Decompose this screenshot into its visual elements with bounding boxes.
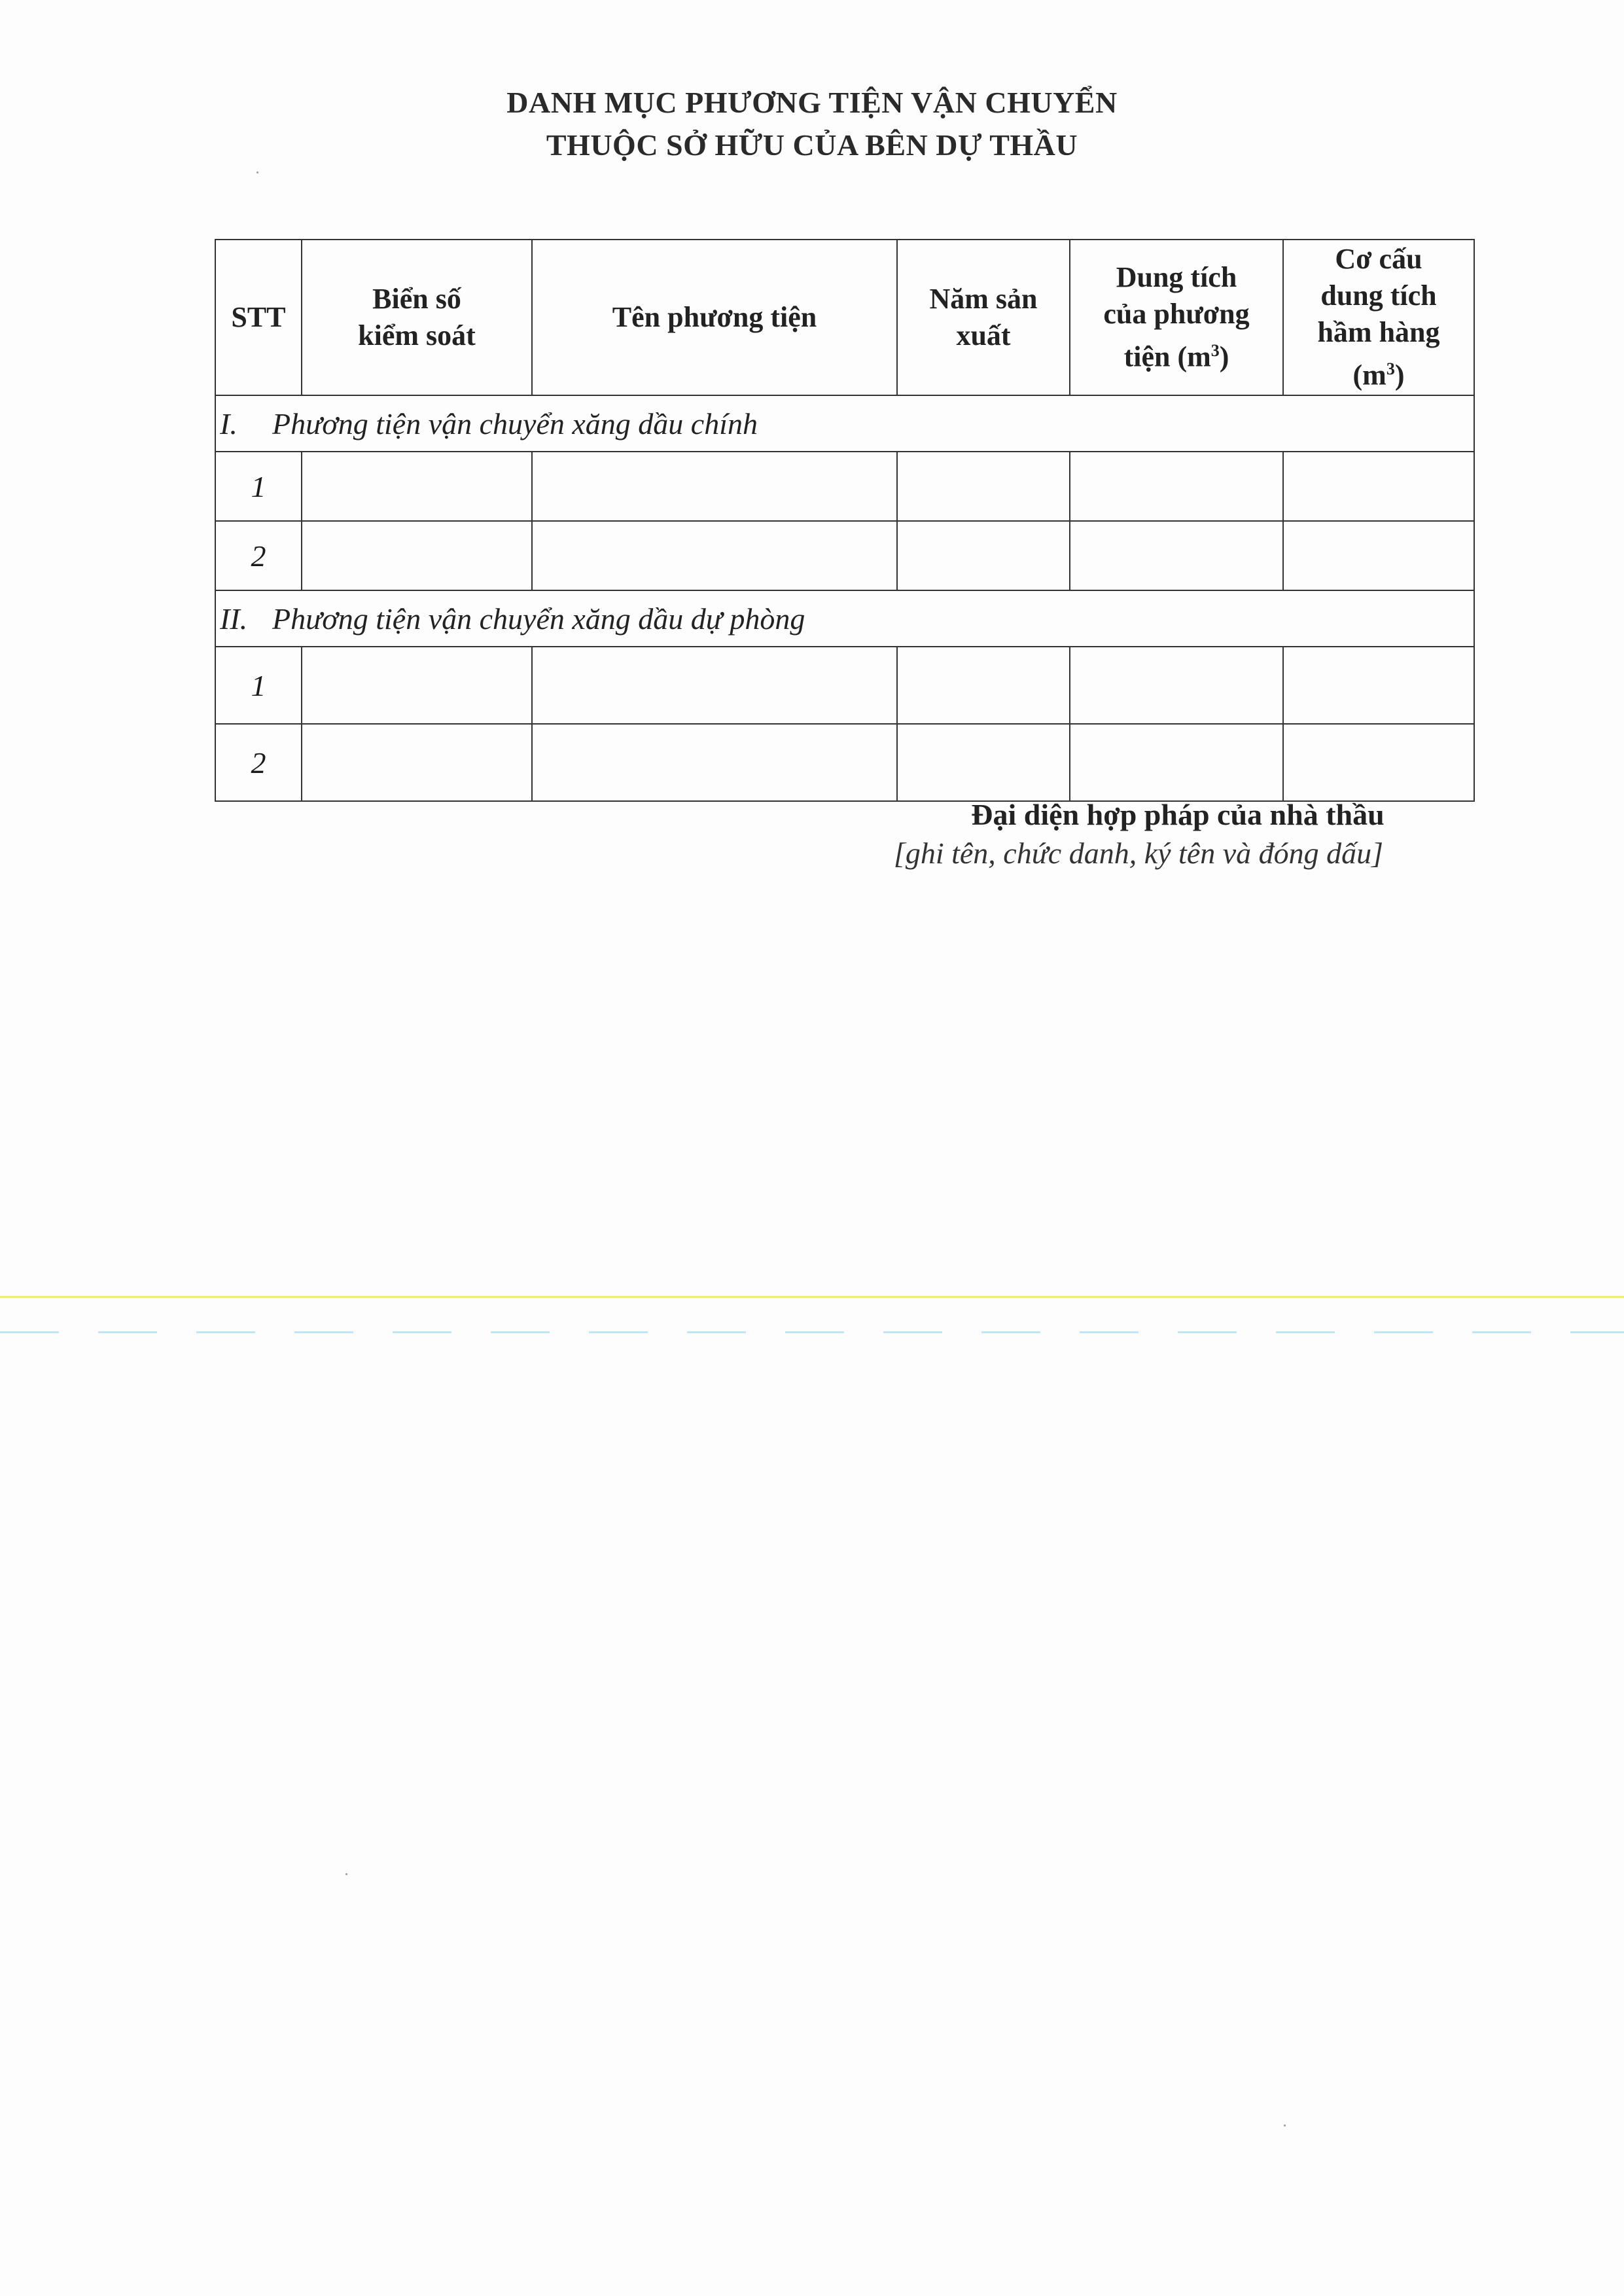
table-row (215, 724, 1474, 801)
scan-speck (256, 171, 258, 173)
cell-plate-number[interactable] (302, 647, 532, 724)
scan-artifact-line (0, 1296, 1624, 1298)
cell-vehicle-capacity[interactable] (1070, 647, 1283, 724)
cell-vehicle-name[interactable] (532, 452, 897, 521)
cell-vehicle-name[interactable] (532, 521, 897, 590)
header-stt: STT (215, 240, 302, 395)
signature-block (824, 797, 1453, 870)
document-title-line2: THUỘC SỞ HỮU CỦA BÊN DỰ THẦU (546, 128, 1078, 162)
cell-manufacture-year[interactable] (897, 647, 1070, 724)
scan-speck (345, 1873, 347, 1875)
signature-title: Đại diện hợp pháp của nhà thầu (971, 798, 1385, 831)
row-stt: 1 (215, 452, 302, 521)
row-stt: 1 (215, 647, 302, 724)
header-vehicle-capacity: Dung tích của phương tiện $(m^3)$ (1070, 240, 1283, 395)
cell-manufacture-year[interactable] (897, 452, 1070, 521)
row-stt: 2 (215, 724, 302, 801)
row-stt: 2 (215, 521, 302, 590)
header-plate-number: Biển số kiểm soát (302, 240, 532, 395)
cell-vehicle-name[interactable] (532, 724, 897, 801)
header-cargo-structure: Cơ cấu dung tích hầm hàng $(m^3)$ (1283, 240, 1474, 395)
cell-plate-number[interactable] (302, 724, 532, 801)
table-row (215, 521, 1474, 590)
cell-cargo-structure[interactable] (1283, 724, 1474, 801)
cell-cargo-structure[interactable] (1283, 521, 1474, 590)
table-row (215, 452, 1474, 521)
cell-manufacture-year[interactable] (897, 724, 1070, 801)
table-header-row (215, 240, 1474, 395)
table-row (215, 647, 1474, 724)
cell-manufacture-year[interactable] (897, 521, 1070, 590)
cell-vehicle-capacity[interactable] (1070, 452, 1283, 521)
section-label: I. Phương tiện vận chuyển xăng dầu chính (215, 395, 1474, 452)
section-label: II. Phương tiện vận chuyển xăng dầu dự phòng (215, 590, 1474, 647)
cell-cargo-structure[interactable] (1283, 647, 1474, 724)
section-row-main (215, 395, 1474, 452)
cell-vehicle-capacity[interactable] (1070, 724, 1283, 801)
cell-plate-number[interactable] (302, 452, 532, 521)
signature-note: [ghi tên, chức danh, ký tên và đóng dấu] (893, 836, 1384, 870)
cell-vehicle-name[interactable] (532, 647, 897, 724)
section-number: II. (220, 601, 248, 636)
document-title-line1: DANH MỤC PHƯƠNG TIỆN VẬN CHUYỂN (506, 86, 1118, 119)
section-row-backup (215, 590, 1474, 647)
cell-plate-number[interactable] (302, 521, 532, 590)
header-vehicle-name: Tên phương tiện (532, 240, 897, 395)
vehicle-table (215, 239, 1475, 802)
cell-vehicle-capacity[interactable] (1070, 521, 1283, 590)
header-manufacture-year: Năm sản xuất (897, 240, 1070, 395)
section-number: I. (220, 406, 238, 440)
scan-artifact-line (0, 1331, 1624, 1333)
cell-cargo-structure[interactable] (1283, 452, 1474, 521)
scan-speck (1284, 2125, 1286, 2126)
